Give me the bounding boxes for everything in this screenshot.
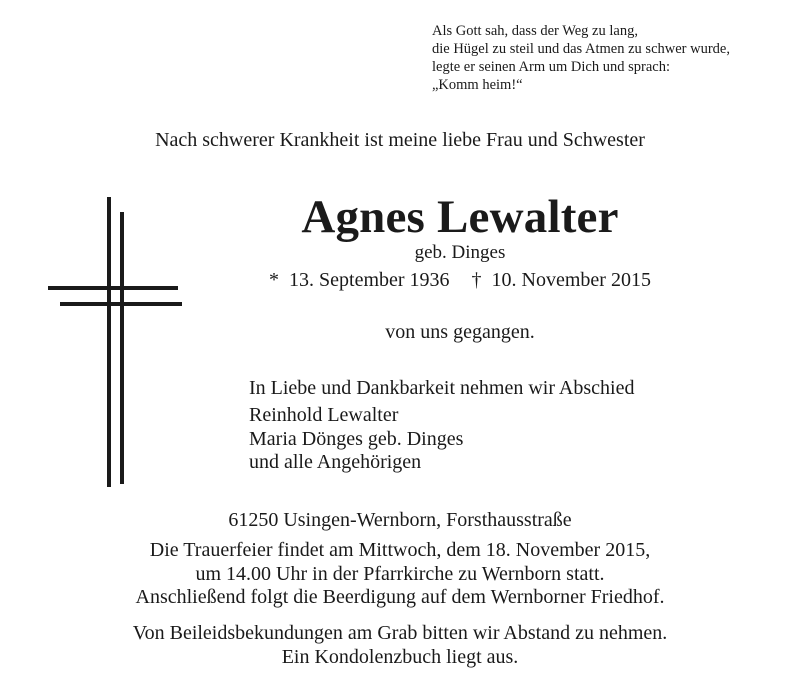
poem-line: Als Gott sah, dass der Weg zu lang,	[432, 23, 638, 39]
birth-symbol: *	[269, 269, 280, 291]
condolence-line: Von Beileidsbekundungen am Grab bitten wir Abstand zu nehmen.	[132, 622, 668, 644]
farewell-text: In Liebe und Dankbarkeit nehmen wir Abschied	[249, 377, 635, 399]
condolence-line: Ein Kondolenzbuch liegt aus.	[281, 645, 519, 668]
poem-line: „Komm heim!“	[432, 77, 523, 93]
death-symbol: †	[471, 269, 482, 291]
mourner-name: Reinhold Lewalter	[249, 404, 399, 426]
mourner-name: und alle Angehörigen	[249, 451, 422, 473]
birth-date: 13. September 1936	[289, 269, 450, 291]
mourner-name: Maria Dönges geb. Dinges	[249, 427, 464, 450]
condolence-info	[0, 622, 800, 669]
poem-line: legte er seinen Arm um Dich und sprach:	[432, 59, 670, 75]
service-line: um 14.00 Uhr in der Pfarrkirche zu Wernborn statt.	[195, 562, 605, 585]
life-dates	[160, 268, 760, 292]
mourners-list	[249, 404, 463, 475]
address: 61250 Usingen-Wernborn, Forsthausstraße	[228, 509, 572, 531]
service-line: Anschließend folgt die Beerdigung auf dem Wernborner Friedhof.	[135, 586, 665, 608]
poem	[432, 22, 730, 94]
deceased-name: Agnes Lewalter	[301, 191, 619, 243]
service-line: Die Trauerfeier findet am Mittwoch, dem 18. November 2015,	[149, 539, 651, 561]
death-date: 10. November 2015	[491, 269, 651, 291]
passed-text: von uns gegangen.	[385, 321, 535, 343]
maiden-name: geb. Dinges	[414, 242, 506, 263]
service-info	[0, 539, 800, 610]
poem-line: die Hügel zu steil und das Atmen zu schwer wurde,	[432, 41, 730, 57]
intro-text: Nach schwerer Krankheit ist meine liebe Frau und Schwester	[155, 129, 645, 151]
